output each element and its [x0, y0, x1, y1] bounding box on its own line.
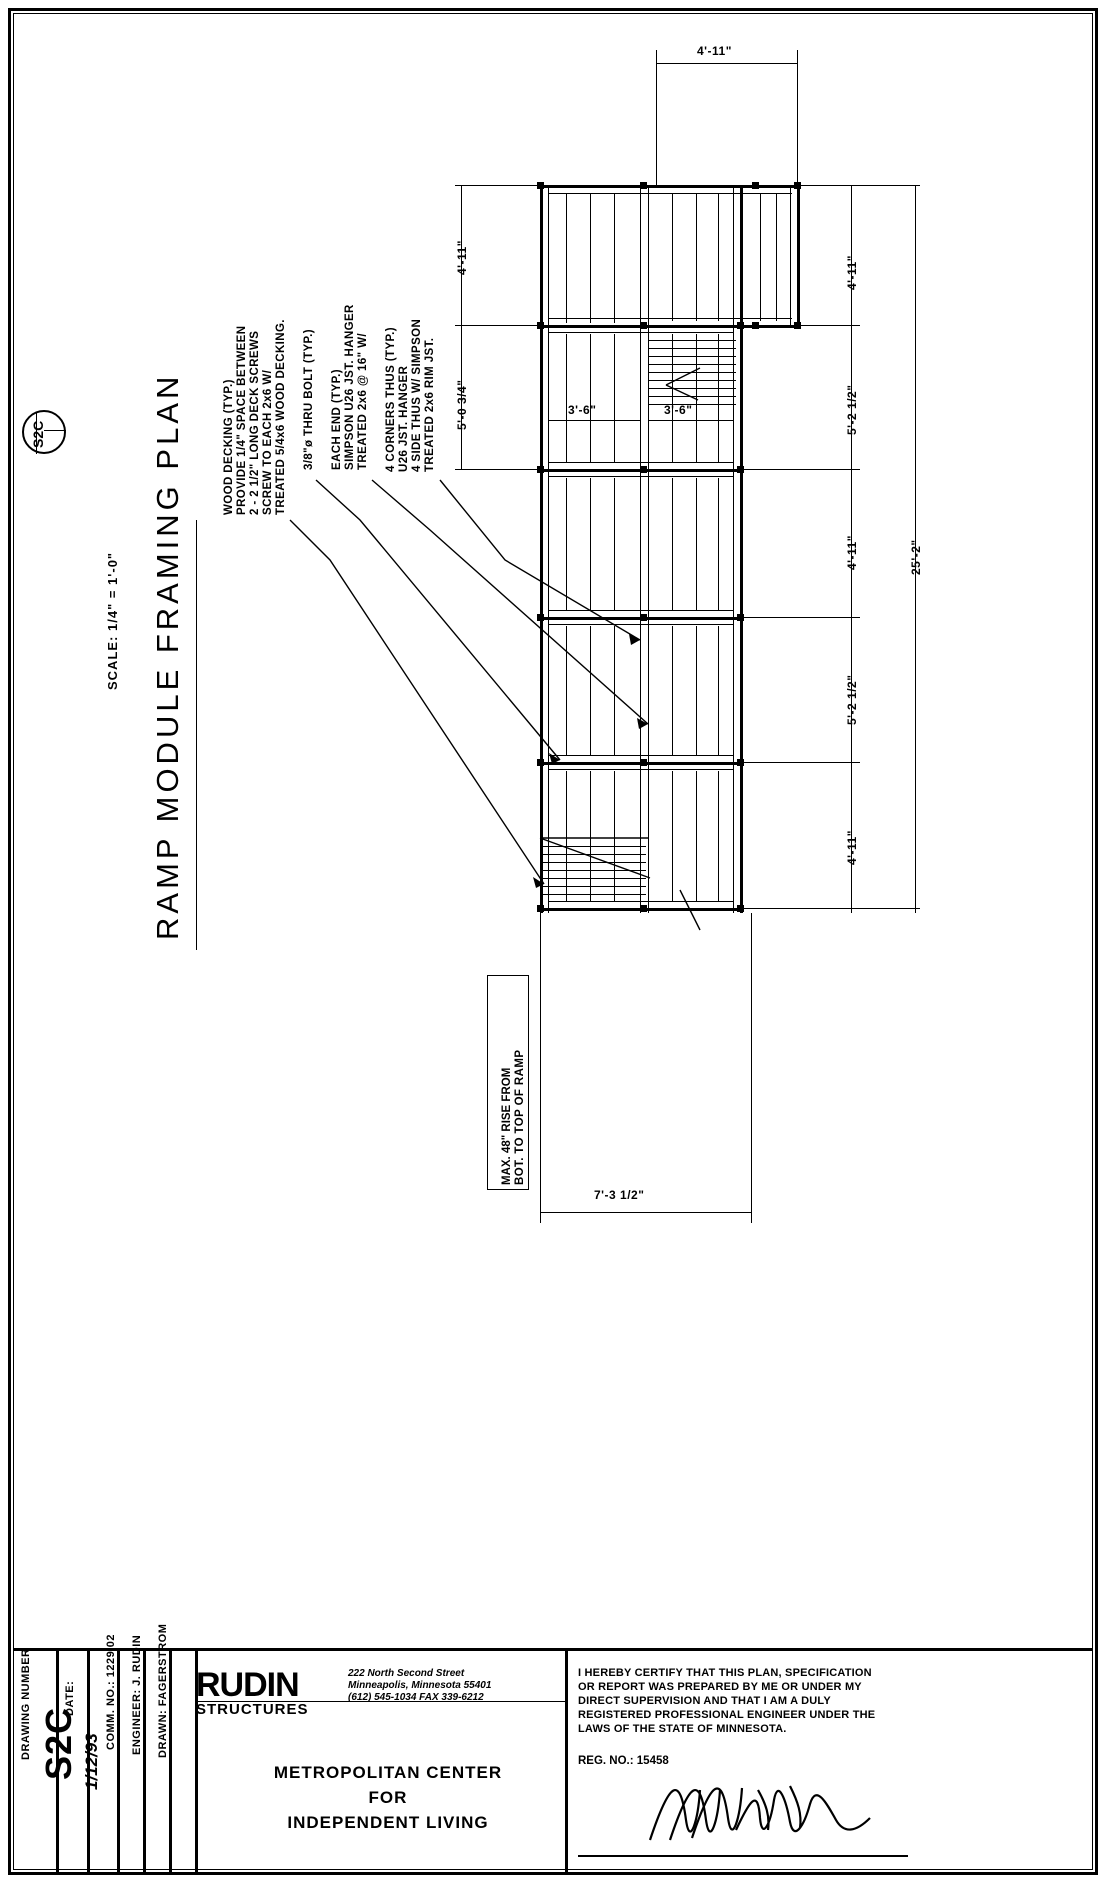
decking-hatch	[648, 340, 736, 341]
tb-divider	[565, 1651, 568, 1873]
client-line-3: INDEPENDENT LIVING	[287, 1813, 489, 1832]
connection-node	[640, 466, 647, 473]
dim-left-lower: 5'-0 3/4"	[455, 379, 469, 430]
note-rim-joist-line3: U26 JST. HANGER	[398, 365, 410, 472]
dim-tick-left-2	[455, 325, 543, 326]
joist	[614, 334, 615, 462]
dim-tick-right	[744, 325, 860, 326]
dim-line-inner-right	[648, 420, 733, 421]
dim-bottom-width: 7'-3 1/2"	[594, 1188, 645, 1202]
note-joist-line3: EACH END (TYP.)	[331, 369, 343, 470]
note-max-rise-line1: MAX. 48" RISE FROM	[501, 1067, 513, 1185]
note-decking-line2: SCREW TO EACH 2x6 W/	[262, 369, 274, 515]
connection-node	[737, 614, 744, 621]
registration-number: REG. NO.: 15458	[578, 1755, 669, 1767]
joist	[672, 626, 673, 755]
tb-divider	[143, 1651, 146, 1873]
dim-tick-right	[800, 185, 860, 186]
center-beam-right	[648, 185, 649, 913]
connection-node	[752, 182, 759, 189]
plan-top-edge	[540, 185, 800, 188]
joist	[696, 626, 697, 755]
dim-inner-left: 3'-6"	[568, 403, 597, 417]
note-decking-line4: PROVIDE 1/4" SPACE BETWEEN	[236, 325, 248, 515]
connection-node	[737, 905, 744, 912]
connection-node	[537, 905, 544, 912]
date-label: DATE:	[64, 1680, 76, 1716]
dim-line-top	[656, 63, 797, 64]
joist	[672, 478, 673, 610]
decking-hatch	[648, 380, 736, 381]
comm-no-label: COMM. NO.: 1229.02	[105, 1634, 117, 1750]
joist	[696, 334, 697, 462]
joist	[614, 626, 615, 755]
center-beam-left	[640, 185, 641, 913]
dim-right-5: 4'-11"	[845, 830, 859, 865]
joist	[672, 771, 673, 901]
joist	[590, 626, 591, 755]
joist	[614, 193, 615, 323]
joist	[614, 478, 615, 610]
decking-hatch	[542, 894, 646, 895]
joist	[696, 193, 697, 321]
connection-node	[640, 614, 647, 621]
client-line-2: FOR	[368, 1788, 408, 1807]
note-rim-joist-line4: 4 CORNERS THUS (TYP.)	[385, 327, 397, 472]
certification-text: I HEREBY CERTIFY THAT THIS PLAN, SPECIFICATION OR REPORT WAS PREPARED BY ME OR UNDER MY DIRECT SUPERVISION AND THAT I AM A DULY REGISTERED PROFESSIONAL ENGINEER UNDER THE LAWS OF THE STATE OF MINNESOTA.	[578, 1667, 876, 1735]
note-rim-joist-line2: 4 SIDE THUS W/ SIMPSON	[411, 318, 423, 472]
joist	[590, 193, 591, 323]
dim-right-4: 5'-2 1/2"	[845, 674, 859, 725]
joist	[696, 771, 697, 901]
joist	[566, 334, 567, 462]
note-decking-line3: 2 - 2 1/2" LONG DECK SCREWS	[249, 330, 261, 515]
platform-right-inner	[790, 185, 791, 328]
joist	[696, 478, 697, 610]
drawing-number: S2C	[38, 1706, 79, 1780]
company-logo	[196, 1666, 309, 1718]
rail-right-inner	[733, 185, 734, 913]
decking-hatch	[648, 388, 736, 389]
engineer-signature	[640, 1760, 890, 1855]
dim-ext-line-top-left	[656, 50, 657, 185]
joist	[590, 478, 591, 610]
connection-node	[640, 182, 647, 189]
tb-divider	[117, 1651, 120, 1873]
decking-hatch	[648, 372, 736, 373]
joist	[614, 771, 615, 901]
note-thru-bolt: 3/8"ø THRU BOLT (TYP.)	[303, 329, 315, 470]
rail-left-inner	[548, 185, 549, 913]
signature-line	[578, 1855, 908, 1857]
joist	[672, 193, 673, 321]
joist	[672, 334, 673, 462]
joist	[566, 626, 567, 755]
dim-tick-right	[744, 908, 860, 909]
platform-right-edge	[797, 185, 800, 328]
logo-subtitle: STRUCTURES	[196, 1701, 309, 1718]
dim-tick-overall-bottom	[860, 908, 920, 909]
note-rim-joist-line1: TREATED 2x6 RIM JST.	[424, 337, 436, 472]
decking-hatch	[648, 396, 736, 397]
joist	[718, 478, 719, 610]
drawn-by-label: DRAWN: FAGERSTROM	[157, 1623, 169, 1758]
connection-node	[537, 614, 544, 621]
tb-divider	[169, 1651, 172, 1873]
connection-node	[640, 905, 647, 912]
drawing-number-label	[20, 1649, 32, 1761]
connection-node	[537, 759, 544, 766]
dim-tick-left-1	[455, 185, 543, 186]
decking-hatch	[542, 878, 646, 879]
dim-ext-bottom-right	[751, 913, 752, 1223]
note-decking-line5: WOOD DECKING (TYP.)	[223, 379, 235, 515]
scale-label: SCALE: 1/4" = 1'-0"	[105, 551, 120, 690]
address-line-2: Minneapolis, Minnesota 55401	[348, 1680, 492, 1691]
joist	[760, 193, 761, 321]
joist	[566, 193, 567, 323]
note-decking-line1: TREATED 5/4x6 WOOD DECKING.	[275, 319, 287, 515]
rail-left-outer	[540, 185, 543, 913]
joist	[718, 334, 719, 462]
rail-right-outer	[740, 185, 743, 913]
joist	[566, 478, 567, 610]
address-line-3: (612) 545-1034 FAX 339-6212	[348, 1692, 484, 1703]
note-joist-line1: TREATED 2x6 @ 16" W/	[357, 333, 369, 470]
dim-ext-line-top-right	[797, 50, 798, 185]
joist	[718, 626, 719, 755]
dim-tick-left-3	[455, 469, 543, 470]
dim-line-bottom	[540, 1212, 751, 1213]
decking-hatch	[542, 854, 646, 855]
connection-node	[640, 322, 647, 329]
date-value: 1/12/93	[82, 1733, 101, 1790]
page-title: RAMP MODULE FRAMING PLAN	[150, 372, 185, 940]
client-name	[238, 1760, 538, 1835]
connection-node	[737, 466, 744, 473]
client-line-1: METROPOLITAN CENTER	[273, 1763, 503, 1782]
dim-tick-right	[744, 617, 860, 618]
connection-node	[640, 759, 647, 766]
decking-hatch	[542, 870, 646, 871]
decking-hatch	[542, 862, 646, 863]
dim-right-2: 5'-2 1/2"	[845, 384, 859, 435]
dim-top-width: 4'-11"	[697, 44, 732, 58]
decking-hatch	[542, 886, 646, 887]
joist	[590, 771, 591, 901]
dim-overall-length: 25'-2"	[909, 539, 923, 575]
decking-hatch	[648, 364, 736, 365]
joist	[776, 193, 777, 321]
note-max-rise-line2: BOT. TO TOP OF RAMP	[514, 1049, 526, 1185]
address-line-1: 222 North Second Street	[348, 1668, 465, 1679]
connection-node	[737, 322, 744, 329]
dim-right-1: 4'-11"	[845, 255, 859, 290]
decking-hatch	[648, 356, 736, 357]
dim-left-upper: 4'-11"	[455, 240, 469, 275]
dim-tick-right	[744, 469, 860, 470]
plan-top-edge-inner	[548, 193, 792, 194]
dim-right-3: 4'-11"	[845, 535, 859, 570]
title-block	[13, 1648, 1093, 1870]
connection-node	[737, 759, 744, 766]
dim-inner-right: 3'-6"	[664, 403, 693, 417]
company-address	[348, 1668, 491, 1704]
note-joist-line2: SIMPSON U26 JST. HANGER	[344, 304, 356, 470]
dim-tick-right	[744, 762, 860, 763]
drawing-number-label-text: DRAWING NUMBER	[20, 1648, 32, 1760]
joist	[590, 334, 591, 462]
dim-tick-overall-top	[860, 185, 920, 186]
decking-hatch	[648, 348, 736, 349]
detail-bubble-label: S2C	[30, 420, 46, 448]
dim-line-inner-left	[548, 420, 640, 421]
joist	[718, 193, 719, 321]
dim-ext-bottom-left	[540, 913, 541, 1223]
joist	[718, 771, 719, 901]
joist	[566, 771, 567, 901]
logo-wordmark: RUDIN	[196, 1666, 299, 1704]
engineer-label: ENGINEER: J. RUDIN	[131, 1634, 143, 1755]
decking-hatch	[542, 846, 646, 847]
